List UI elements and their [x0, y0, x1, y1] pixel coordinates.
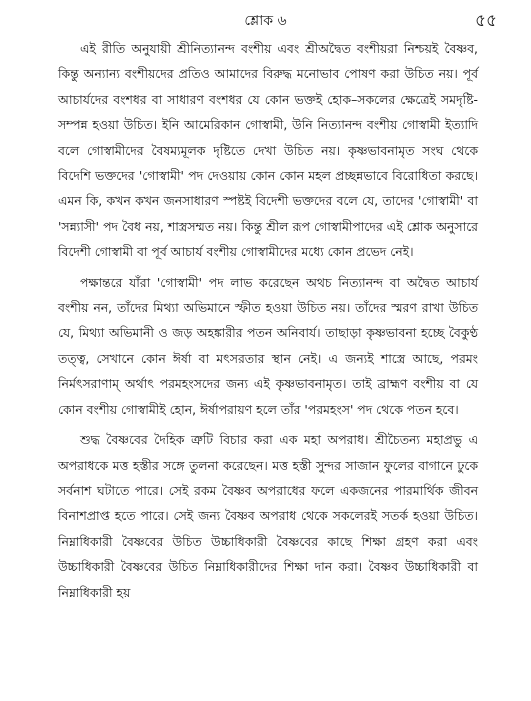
body-text — [58, 36, 478, 605]
paragraph-3 — [58, 427, 478, 605]
paragraph-3-text: শুদ্ধ বৈষ্ণবের দৈহিক ত্রুটি বিচার করা এক মহা অপরাধ। শ্রীচৈতন্য মহাপ্রভু এ অপরাধকে মত্ত হস্তীর সঙ্গে তুলনা করেছেন। মত্ত হস্তী সুন্দর সাজান ফুলের বাগানে ঢুকে সর্বনাশ ঘটাতে পারে। সেই রকম বৈষ্ণব অপরাধের ফলে একজনের পারমার্থিক জীবন বিনাশপ্রাপ্ত হতে পারে। সেই জন্য বৈষ্ণব অপরাধ থেকে সকলেরই সতর্ক হওয়া উচিত। নিম্নাধিকারী বৈষ্ণবের উচিত উচ্চাধিকারী বৈষ্ণবের কাছে শিক্ষা গ্রহণ করা এবং উচ্চাধিকারী বৈষ্ণবের উচিত নিম্নাধিকারীদের শিক্ষা দান করা। বৈষ্ণব উচ্চাধিকারী বা নিম্নাধিকারী হয় — [58, 432, 478, 600]
paragraph-1 — [58, 36, 478, 265]
paragraph-2 — [58, 270, 478, 422]
running-head: শ্লোক ৬ — [244, 13, 287, 29]
page-header — [0, 10, 531, 36]
paragraph-1-text: এই রীতি অনুযায়ী শ্রীনিত্যানন্দ বংশীয় এবং শ্রীঅদ্বৈত বংশীয়রা নিশ্চয়ই বৈষ্ণব, কিন্তু অন্যান্য বংশীয়দের প্রতিও আমাদের বিরুদ্ধ মনোভাব পোষণ করা উচিত নয়। পূর্ব আচার্যদের বংশধর বা সাধারণ বংশধর যে কোন ভক্তই হোক–সকলের ক্ষেত্রেই সমদৃষ্টি-সম্পন্ন হওয়া উচিত। ইনি আমেরিকান গোস্বামী, উনি নিত্যানন্দ বংশীয় গোস্বামী ইত্যাদি বলে গোস্বামীদের বৈষম্যমূলক দৃষ্টিতে দেখা উচিত নয়। কৃষ্ণভাবনামৃত সংঘ থেকে বিদেশি ভক্তদের 'গোস্বামী' পদ দেওয়ায় কোন কোন মহল প্রচ্ছন্নভাবে বিরোধিতা করছে। এমন কি, কখন কখন জনসাধারণ স্পষ্টই বিদেশী ভক্তদের বলে যে, তাদের 'গোস্বামী' বা 'সন্ন্যাসী' পদ বৈধ নয়, শাস্ত্রসম্মত নয়। কিন্তু শ্রীল রূপ গোস্বামীপাদের এই শ্লোক অনুসারে বিদেশী গোস্বামী বা পূর্ব আচার্য বংশীয় গোস্বামীদের মধ্যে কোন প্রভেদ নেই। — [58, 41, 478, 260]
page-number: ৫৫ — [474, 11, 497, 31]
paragraph-2-text: পক্ষান্তরে যাঁরা 'গোস্বামী' পদ লাভ করেছেন অথচ নিত্যানন্দ বা অদ্বৈত আচার্য বংশীয় নন, তাঁদের মিথ্যা অভিমানে স্ফীত হওয়া উচিত নয়। তাঁদের স্মরণ রাখা উচিত যে, মিথ্যা অভিমানী ও জড় অহঙ্কারীর পতন অনিবার্য। তাছাড়া কৃষ্ণভাবনা হচ্ছে বৈকুণ্ঠ তত্ত্ব, সেখানে কোন ঈর্ষা বা মৎসরতার স্থান নেই। এ জন্যই শাস্ত্রে আছে, পরমং নির্মৎসরাণাম্ অর্থাৎ পরমহংসদের জন্য এই কৃষ্ণভাবনামৃত। তাই ব্রাহ্মণ বংশীয় বা যে কোন বংশীয় গোস্বামীই হোন, ঈর্ষাপরায়ণ হলে তাঁর 'পরমহংস' পদ থেকে পতন হবে। — [58, 274, 478, 417]
